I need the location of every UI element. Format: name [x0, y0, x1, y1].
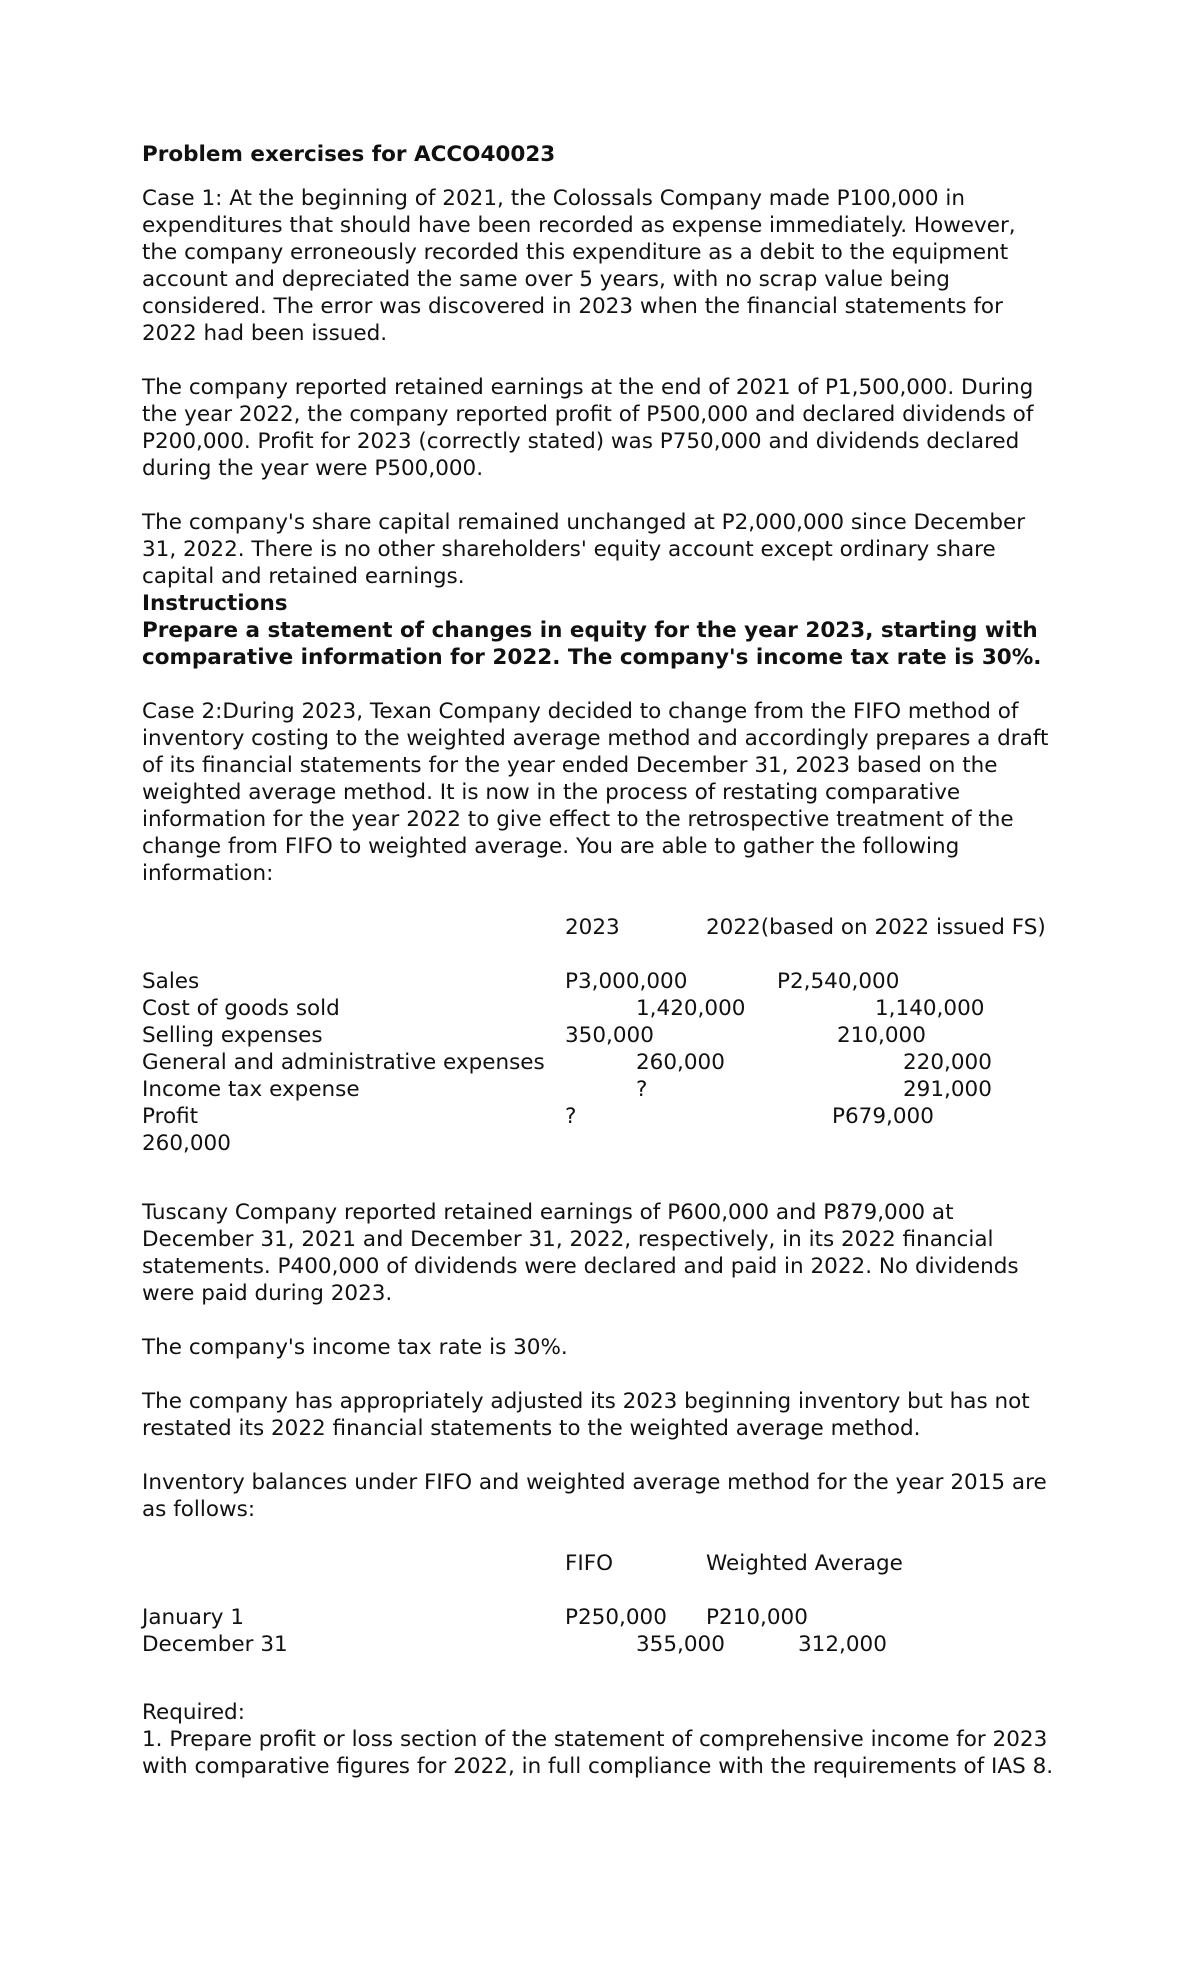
cell-selling-2022: 210,000 — [837, 1023, 926, 1048]
text-line: the year 2022, the company reported profit of P500,000 and declared dividends of — [142, 402, 1034, 427]
text-line: the company erroneously recorded this expenditure as a debit to the equipment — [142, 240, 1009, 265]
cell-profit-2022: P679,000 — [832, 1104, 934, 1129]
text-line: were paid during 2023. — [142, 1281, 393, 1306]
cell-december-wa: 312,000 — [798, 1632, 887, 1657]
cell-december-fifo: 355,000 — [636, 1632, 725, 1657]
text-line: as follows: — [142, 1497, 256, 1522]
text-line: statements. P400,000 of dividends were declared and paid in 2022. No dividends — [142, 1254, 1019, 1279]
text-line: information: — [142, 861, 274, 886]
text-line: Tuscany Company reported retained earnings of P600,000 and P879,000 at — [142, 1200, 954, 1225]
text-line: of its financial statements for the year ended December 31, 2023 based on the — [142, 753, 998, 778]
text-line: Case 2:During 2023, Texan Company decided to change from the FIFO method of — [142, 699, 1019, 724]
row-label-january: January 1 — [142, 1605, 245, 1630]
cell-general-admin-2022: 220,000 — [903, 1050, 992, 1075]
cell-income-tax-2022: 291,000 — [903, 1077, 992, 1102]
text-line: Inventory balances under FIFO and weighted average method for the year 2015 are — [142, 1470, 1047, 1495]
cell-profit-2023: ? — [565, 1104, 577, 1129]
cell-january-wa: P210,000 — [706, 1605, 808, 1630]
cell-selling-2023: 350,000 — [565, 1023, 654, 1048]
cell-sales-2022: P2,540,000 — [777, 969, 900, 994]
required-line: with comparative figures for 2022, in full compliance with the requirements of IAS 8. — [142, 1754, 1054, 1779]
row-label-profit: Profit — [142, 1104, 199, 1129]
text-line: restated its 2022 financial statements to the weighted average method. — [142, 1416, 921, 1441]
text-line: expenditures that should have been recorded as expense immediately. However, — [142, 213, 1016, 238]
row-label-income-tax: Income tax expense — [142, 1077, 360, 1102]
cell-sales-2023: P3,000,000 — [565, 969, 688, 994]
text-line: account and depreciated the same over 5 years, with no scrap value being — [142, 267, 950, 292]
text-line: The company's share capital remained unchanged at P2,000,000 since December — [142, 510, 1026, 535]
cell-cogs-2022: 1,140,000 — [875, 996, 985, 1021]
instructions-line: comparative information for 2022. The company's income tax rate is 30%. — [142, 645, 1042, 670]
row-label-december: December 31 — [142, 1632, 288, 1657]
instructions-line: Prepare a statement of changes in equity for the year 2023, starting with — [142, 618, 1038, 643]
cell-general-admin-2023: 260,000 — [636, 1050, 725, 1075]
column-header-fifo: FIFO — [565, 1551, 613, 1576]
column-header-2022: 2022(based on 2022 issued FS) — [706, 915, 1046, 940]
column-header-weighted-average: Weighted Average — [706, 1551, 903, 1576]
text-line: The company reported retained earnings at the end of 2021 of P1,500,000. During — [142, 375, 1034, 400]
column-header-2023: 2023 — [565, 915, 620, 940]
row-label-general-admin: General and administrative expenses — [142, 1050, 545, 1075]
text-line: capital and retained earnings. — [142, 564, 465, 589]
text-line: inventory costing to the weighted average method and accordingly prepares a draft — [142, 726, 1049, 751]
stray-value: 260,000 — [142, 1131, 231, 1156]
text-line: during the year were P500,000. — [142, 456, 484, 481]
cell-january-fifo: P250,000 — [565, 1605, 667, 1630]
text-line: change from FIFO to weighted average. You are able to gather the following — [142, 834, 960, 859]
text-line: weighted average method. It is now in the process of restating comparative — [142, 780, 961, 805]
text-line: December 31, 2021 and December 31, 2022, respectively, in its 2022 financial — [142, 1227, 994, 1252]
instructions-heading: Instructions — [142, 591, 288, 616]
row-label-sales: Sales — [142, 969, 200, 994]
text-line: Case 1: At the beginning of 2021, the Colossals Company made P100,000 in — [142, 186, 965, 211]
text-line: 31, 2022. There is no other shareholders' equity account except ordinary share — [142, 537, 996, 562]
required-heading: Required: — [142, 1700, 245, 1725]
required-line: 1. Prepare profit or loss section of the statement of comprehensive income for 2023 — [142, 1727, 1048, 1752]
cell-income-tax-2023: ? — [636, 1077, 648, 1102]
cell-cogs-2023: 1,420,000 — [636, 996, 746, 1021]
text-line: information for the year 2022 to give effect to the retrospective treatment of the — [142, 807, 1014, 832]
text-line: 2022 had been issued. — [142, 321, 388, 346]
row-label-selling: Selling expenses — [142, 1023, 323, 1048]
text-line: The company has appropriately adjusted its 2023 beginning inventory but has not — [142, 1389, 1030, 1414]
document-title: Problem exercises for ACCO40023 — [142, 142, 556, 167]
text-line: considered. The error was discovered in 2023 when the financial statements for — [142, 294, 1003, 319]
tax-rate-note: The company's income tax rate is 30%. — [142, 1335, 568, 1360]
row-label-cogs: Cost of goods sold — [142, 996, 340, 1021]
text-line: P200,000. Profit for 2023 (correctly stated) was P750,000 and dividends declared — [142, 429, 1020, 454]
